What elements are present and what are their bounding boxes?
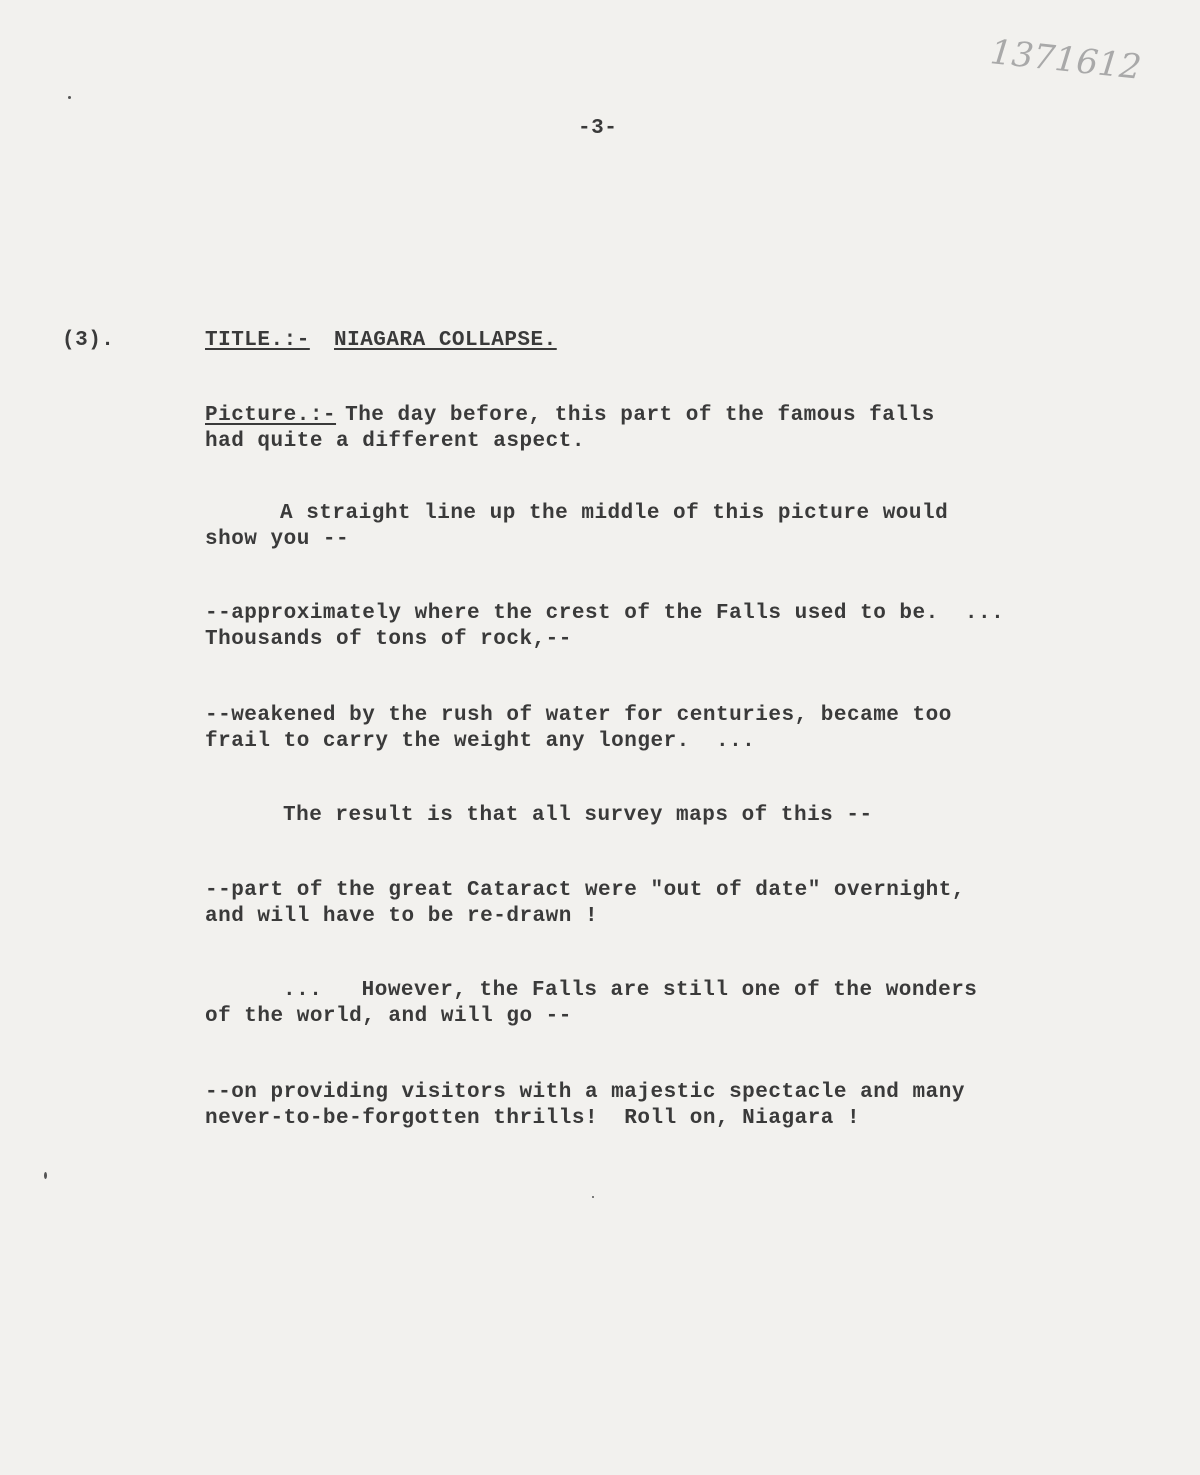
body-line-14: --on providing visitors with a majestic spectacle and many	[205, 1081, 965, 1104]
body-line-5: --approximately where the crest of the Falls used to be. ...	[205, 602, 1005, 625]
body-line-11: and will have to be re-drawn !	[205, 905, 599, 928]
item-number: (3).	[62, 329, 115, 352]
body-line-12: ... However, the Falls are still one of the wonders	[283, 979, 978, 1002]
page-number: -3-	[578, 117, 618, 140]
body-line-8: frail to carry the weight any longer. ...	[205, 730, 756, 753]
body-line-13: of the world, and will go --	[205, 1005, 572, 1028]
ink-speck	[44, 1172, 47, 1179]
body-line-1: The day before, this part of the famous falls	[332, 404, 935, 427]
body-line-2: had quite a different aspect.	[205, 430, 585, 453]
body-line-4: show you --	[205, 528, 350, 551]
picture-label: Picture.:-	[205, 404, 337, 427]
ink-speck	[68, 96, 71, 99]
body-line-10: --part of the great Cataract were "out of date" overnight,	[205, 879, 965, 902]
body-line-7: --weakened by the rush of water for centuries, became too	[205, 704, 952, 727]
title-value: NIAGARA COLLAPSE.	[334, 329, 557, 352]
handwritten-reference-number: 1371612	[988, 32, 1144, 88]
body-line-3: A straight line up the middle of this picture would	[280, 502, 949, 525]
body-line-9: The result is that all survey maps of this --	[283, 804, 873, 827]
body-line-6: Thousands of tons of rock,--	[205, 628, 572, 651]
body-line-15: never-to-be-forgotten thrills! Roll on, Niagara !	[205, 1107, 861, 1130]
title-label: TITLE.:-	[205, 329, 310, 352]
ink-speck	[592, 1196, 594, 1198]
